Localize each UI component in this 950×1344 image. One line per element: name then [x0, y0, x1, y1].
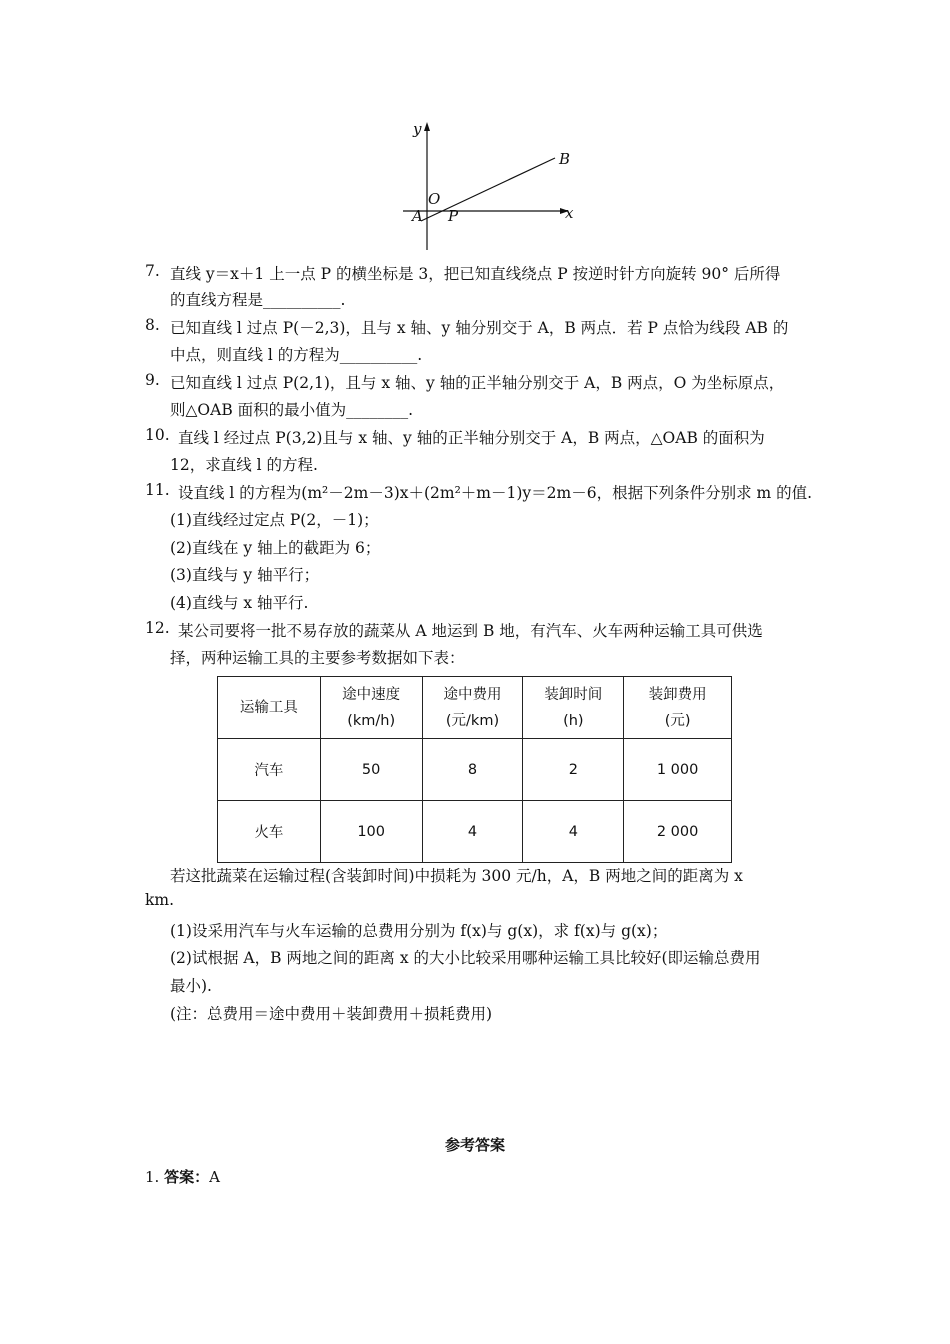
table-row [218, 801, 732, 863]
question-9-line-1: 已知直线 l 过点 P(2,1)，且与 x 轴、y 轴的正半轴分别交于 A，B 两点，O 为坐标原点， [170, 374, 785, 392]
answers-heading: 参考答案 [444, 1136, 505, 1154]
header-line: (km/h) [347, 712, 396, 729]
question-11-line-1: 设直线 l 的方程为(m²－2m－3)x＋(2m²＋m－1)y＝2m－6，根据下列条件分别求 m 的值. [178, 484, 813, 502]
problem-12-note: (注：总费用＝途中费用＋装卸费用＋损耗费用) [170, 1005, 493, 1023]
coordinate-figure [395, 118, 595, 258]
header-cell [624, 677, 732, 739]
table-row [218, 739, 732, 801]
table-cell: 8 [422, 739, 523, 801]
question-11-sub-1: (1)直线经过定点 P(2，－1)； [170, 511, 379, 529]
question-12-line-1: 某公司要将一批不易存放的蔬菜从 A 地运到 B 地，有汽车、火车两种运输工具可供选 [178, 622, 763, 640]
question-8-number: 8. [145, 316, 160, 334]
table-cell: 火车 [218, 801, 321, 863]
header-cell [422, 677, 523, 739]
table-cell: 1 000 [624, 739, 732, 801]
question-8-line-2: 中点，则直线 l 的方程为__________. [170, 346, 423, 364]
header-line: 装卸时间 [544, 686, 603, 703]
table-cell: 汽车 [218, 739, 321, 801]
question-7-line-1: 直线 y＝x＋1 上一点 P 的横坐标是 3，把已知直线绕点 P 按逆时针方向旋转 90° 后所得 [170, 265, 781, 283]
header-line: (h) [563, 712, 584, 729]
question-10-line-1: 直线 l 经过点 P(3,2)且与 x 轴、y 轴的正半轴分别交于 A，B 两点，△OAB 的面积为 [178, 429, 765, 447]
question-12-line-2: 择，两种运输工具的主要参考数据如下表： [170, 649, 465, 667]
label-o: O [428, 190, 441, 208]
problem-12-condition-unit: km. [145, 891, 175, 909]
header-cell [523, 677, 624, 739]
header-line: 途中速度 [342, 686, 401, 703]
table-cell: 2 000 [624, 801, 732, 863]
question-10-number: 10. [145, 426, 170, 444]
table-header-row [218, 677, 732, 739]
header-cell [320, 677, 422, 739]
label-b: B [559, 150, 571, 168]
y-axis-arrow [424, 122, 430, 131]
header-cell [218, 677, 321, 739]
label-a: A [412, 207, 423, 225]
question-9-line-2: 则△OAB 面积的最小值为________. [170, 401, 414, 419]
question-12-number: 12. [145, 619, 170, 637]
table-cell: 2 [523, 739, 624, 801]
table-cell: 50 [320, 739, 422, 801]
question-11-number: 11. [145, 481, 170, 499]
answer-1-number: 1. [145, 1168, 160, 1186]
coordinate-diagram [395, 118, 595, 258]
table-cell: 4 [523, 801, 624, 863]
header-line: 运输工具 [239, 699, 298, 716]
problem-12-part-1: (1)设采用汽车与火车运输的总费用分别为 f(x)与 g(x)，求 f(x)与 g(x)； [170, 922, 668, 940]
answer-1-label: 答案： [164, 1168, 210, 1186]
problem-12-part-2-line-2: 最小). [170, 977, 212, 995]
question-11-sub-3: (3)直线与 y 轴平行； [170, 566, 320, 584]
question-7-number: 7. [145, 262, 160, 280]
transport-data-table [217, 676, 732, 863]
problem-12-condition: 若这批蔬菜在运输过程(含装卸时间)中损耗为 300 元/h，A，B 两地之间的距离为 x [170, 867, 743, 885]
question-11-sub-4: (4)直线与 x 轴平行. [170, 594, 309, 612]
label-x: x [565, 204, 574, 222]
answer-1-value: A [209, 1168, 220, 1186]
header-line: 装卸费用 [648, 686, 707, 703]
table-cell: 4 [422, 801, 523, 863]
label-y: y [413, 120, 422, 138]
header-line: (元/km) [445, 712, 500, 729]
header-line: 途中费用 [443, 686, 502, 703]
question-9-number: 9. [145, 371, 160, 389]
question-8-line-1: 已知直线 l 过点 P(－2,3)，且与 x 轴、y 轴分别交于 A，B 两点．若 P 点恰为线段 AB 的 [170, 319, 789, 337]
question-10-line-2: 12，求直线 l 的方程. [170, 456, 318, 474]
answer-1 [145, 1166, 220, 1187]
question-11-sub-2: (2)直线在 y 轴上的截距为 6； [170, 539, 381, 557]
label-p: P [448, 207, 459, 225]
header-line: (元) [664, 712, 691, 729]
table-cell: 100 [320, 801, 422, 863]
question-7-line-2: 的直线方程是__________. [170, 291, 346, 309]
problem-12-part-2-line-1: (2)试根据 A，B 两地之间的距离 x 的大小比较采用哪种运输工具比较好(即运输总费用 [170, 949, 761, 967]
